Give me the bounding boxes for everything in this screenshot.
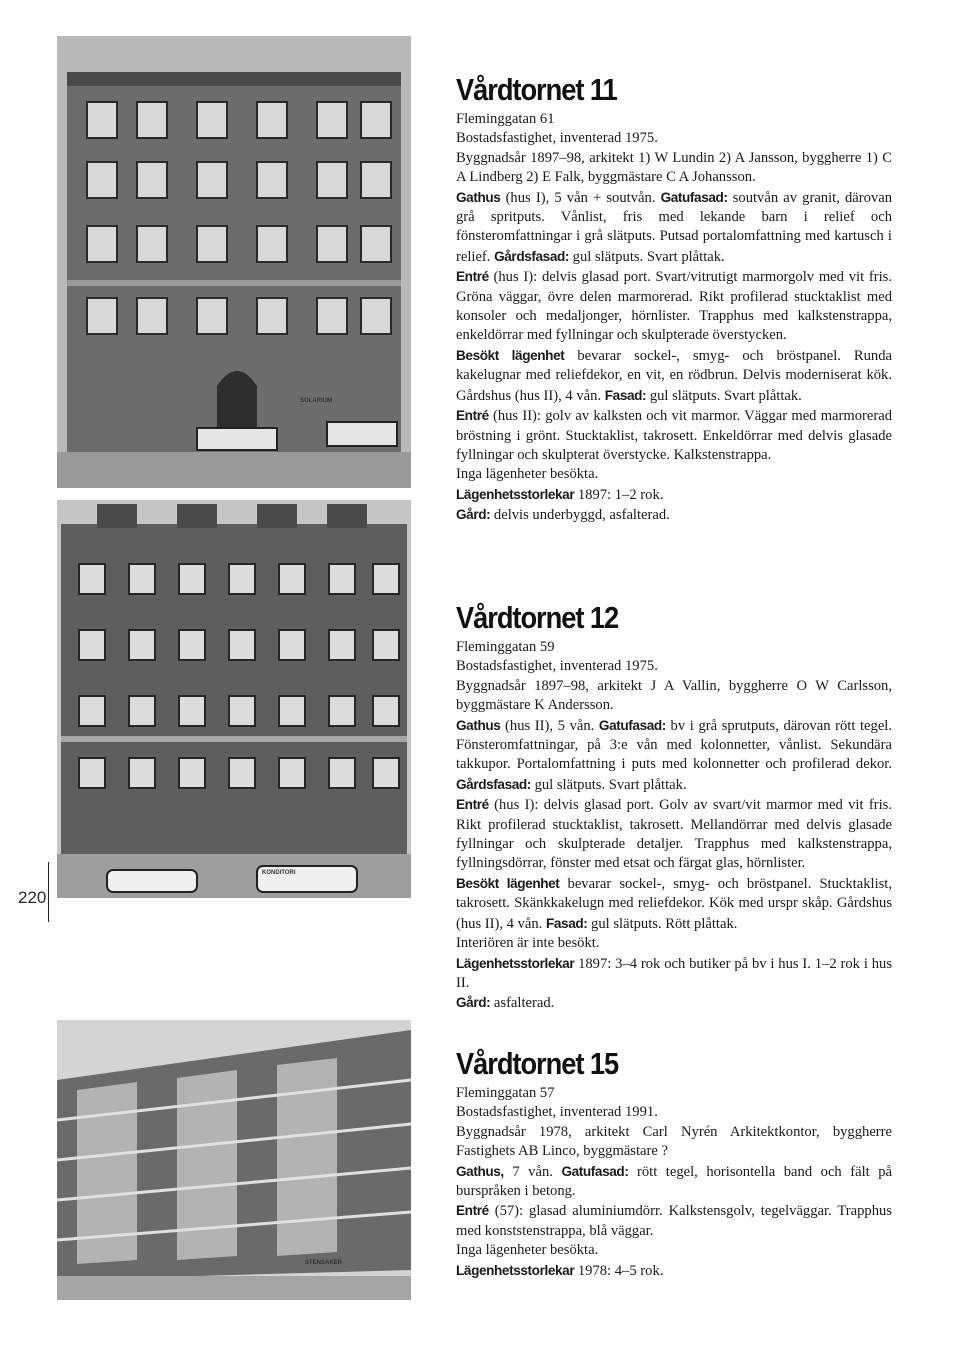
entry-lagenhet xyxy=(456,954,892,994)
entry-inga: Inga lägenheter besökta. xyxy=(456,466,599,483)
keyword-gardsfasad: Gårdsfasad: xyxy=(494,248,570,264)
entry-entre xyxy=(456,1201,892,1241)
entry-byggnadsar: Byggnadsår 1978, arkitekt Carl Nyrén Arkitektkontor, byggherre Fastighets AB Linco, byggmästare ? xyxy=(456,1123,892,1160)
gathus-text: (hus I), 5 vån + soutvån. xyxy=(500,189,661,206)
keyword-entre: Entré xyxy=(456,269,489,285)
entry-gathus xyxy=(456,188,892,268)
keyword-gardsfasad: Gårdsfasad: xyxy=(456,776,531,792)
entry-address: Fleminggatan 59 xyxy=(456,639,555,655)
gathus-text: (hus II), 5 vån. xyxy=(500,717,599,734)
entre-text: (57): glasad aluminiumdörr. Kalkstensgolv, tegelväggar. Trapphus med konststenstrappa, blå väggar. xyxy=(456,1203,892,1239)
entry-inga: Inga lägenheter besökta. xyxy=(456,1242,599,1259)
entry-category: Bostadsfastighet, inventerad 1991. xyxy=(456,1104,658,1121)
photo-sign-konditori: KONDITORI xyxy=(262,870,296,876)
gardsfasad-text: gul slätputs. Svart plåttak. xyxy=(530,776,687,793)
entry-lagenhet xyxy=(456,1261,892,1281)
fasad-text: gul slätputs. Rött plåttak. xyxy=(587,915,738,932)
entry-byggnadsar: Byggnadsår 1897–98, arkitekt J A Vallin, byggherre O W Carlsson, byggmästare K Andersson. xyxy=(456,677,892,714)
gard-text: delvis underbyggd, asfalterad. xyxy=(490,507,670,524)
entry-entre xyxy=(456,267,892,346)
keyword-gathus: Gathus xyxy=(456,189,501,205)
keyword-entre: Entré xyxy=(456,1203,489,1219)
entry-byggnadsar: Byggnadsår 1897–98, arkitekt 1) W Lundin 2) A Jansson, byggherre 1) C A Lindberg 2) E Falk, byggmästare C A Johansson. xyxy=(456,149,892,186)
entry-besokt xyxy=(456,346,892,406)
keyword-lagenhetsstorlekar: Lägenhetsstorlekar xyxy=(456,1262,575,1278)
besokt-text: bevarar sockel-, smyg- och bröstpanel. Stucktaklist, takrosett. Skänkkakelugn med reliefdekor. Kök med urspr skåp. Gårdshus (hus II), 4 vån. xyxy=(456,875,893,932)
entry-title: Vårdtornet 12 xyxy=(456,600,619,635)
page-number: 220 xyxy=(18,888,47,907)
gardsfasad-text: gul slätputs. Svart plåttak. xyxy=(569,248,725,265)
entry-entre-2 xyxy=(456,406,892,465)
entre-text: (hus I): delvis glasad port. Golv av svart/vit marmor med vit fris. Rikt profilerad stucktaklist, takrosett. Mellandörrar med delvis glasade fyllningar och skulpterade detaljer. Trapphus med kalkstenstrappa, fyllningsdörrar, fönster med etsat och färgat glas, hörnlister. xyxy=(456,797,892,872)
entre-text: (hus II): golv av kalksten och vit marmor. Väggar med marmorerad bröstning i grönt. Stucktaklist, takrosett. Enkeldörrar med delvis glasade fyllningar och skulpterat överstycke. Kalkstenstrappa. xyxy=(456,408,892,463)
keyword-fasad: Fasad: xyxy=(545,915,588,931)
entry-gathus xyxy=(456,716,892,796)
entry-lagenhet xyxy=(456,485,892,505)
gatufasad-text: soutvån av granit, därovan grå spritputs. Vånlist, fris med lekande barn i relief och fönsteromfattningar i grå slätputs. Putsad portalomfattning med kartusch i relief. xyxy=(456,189,892,265)
building-photo-vardtornet-12 xyxy=(57,500,411,898)
keyword-gathus: Gathus, xyxy=(456,1163,504,1179)
entry-address: Fleminggatan 57 xyxy=(456,1085,555,1101)
photo-sign-stensaker: STENSAKER xyxy=(305,1260,343,1266)
keyword-entre: Entré xyxy=(456,408,489,424)
entry-besokt xyxy=(456,874,892,934)
entry-interior: Interiören är inte besökt. xyxy=(456,935,600,952)
keyword-gatufasad: Gatufasad: xyxy=(598,717,666,733)
keyword-gard: Gård: xyxy=(456,507,491,523)
keyword-fasad: Fasad: xyxy=(604,387,647,403)
page-number-rule xyxy=(48,862,49,922)
gathus-text: 7 vån. xyxy=(503,1163,562,1180)
keyword-lagenhetsstorlekar: Lägenhetsstorlekar xyxy=(456,955,575,971)
photo-sign-solarium: SOLARIUM xyxy=(300,398,332,404)
entre-text: (hus I): delvis glasad port. Svart/vitrutigt marmorgolv med vit fris. Gröna väggar, övre delen marmorerad. Rikt profilerad stucktaklist med konsoler och medaljonger, hörnlister. Trapphus med kalkstenstrappa, enkeldörrar med fyllningar och skulpterade överstycken. xyxy=(456,269,892,344)
gatufasad-text: bv i grå sprutputs, därovan rött tegel. Fönsteromfattningar, på 3:e vån med kolonnetter, vånlist. Sekundära takkupor. Portalomfattning i puts med kolonnetter och profilerad dekor. xyxy=(456,717,892,773)
besokt-text: bevarar sockel-, smyg- och bröstpanel. Runda kakelugnar med reliefdekor, en vit, en rödbrun. Delvis moderniserat kök. Gårdshus (hus II), 4 vån. xyxy=(456,347,892,404)
entry-vardtornet-12 xyxy=(456,600,892,1014)
entry-category: Bostadsfastighet, inventerad 1975. xyxy=(456,130,658,147)
building-photo-vardtornet-15 xyxy=(57,1020,411,1300)
lagenhet-text: 1897: 1–2 rok. xyxy=(574,486,664,503)
entry-gathus xyxy=(456,1162,892,1202)
entry-gard xyxy=(456,993,892,1013)
entry-entre xyxy=(456,795,892,874)
building-photo-vardtornet-11 xyxy=(57,36,411,488)
keyword-gathus: Gathus xyxy=(456,717,501,733)
lagenhet-text: 1897: 3–4 rok och butiker på bv i hus I. 1–2 rok i hus II. xyxy=(456,955,892,991)
gard-text: asfalterad. xyxy=(490,995,555,1012)
entry-title: Vårdtornet 15 xyxy=(456,1046,619,1081)
keyword-gatufasad: Gatufasad: xyxy=(561,1163,629,1179)
keyword-besokt: Besökt lägenhet xyxy=(456,875,560,891)
entry-vardtornet-11 xyxy=(456,72,892,526)
entry-gard xyxy=(456,505,892,525)
keyword-besokt: Besökt lägenhet xyxy=(456,347,565,363)
entry-address: Fleminggatan 61 xyxy=(456,111,555,127)
entry-vardtornet-15 xyxy=(456,1046,892,1281)
fasad-text: gul slätputs. Svart plåttak. xyxy=(646,387,802,404)
keyword-lagenhetsstorlekar: Lägenhetsstorlekar xyxy=(456,486,575,502)
lagenhet-text: 1978: 4–5 rok. xyxy=(574,1262,664,1279)
keyword-gard: Gård: xyxy=(456,995,491,1011)
entry-title: Vårdtornet 11 xyxy=(456,72,617,107)
keyword-entre: Entré xyxy=(456,797,489,813)
gatufasad-text: rött tegel, horisontella band och fält på burspråken i betong. xyxy=(456,1163,893,1200)
entry-category: Bostadsfastighet, inventerad 1975. xyxy=(456,658,658,675)
keyword-gatufasad: Gatufasad: xyxy=(660,189,728,205)
